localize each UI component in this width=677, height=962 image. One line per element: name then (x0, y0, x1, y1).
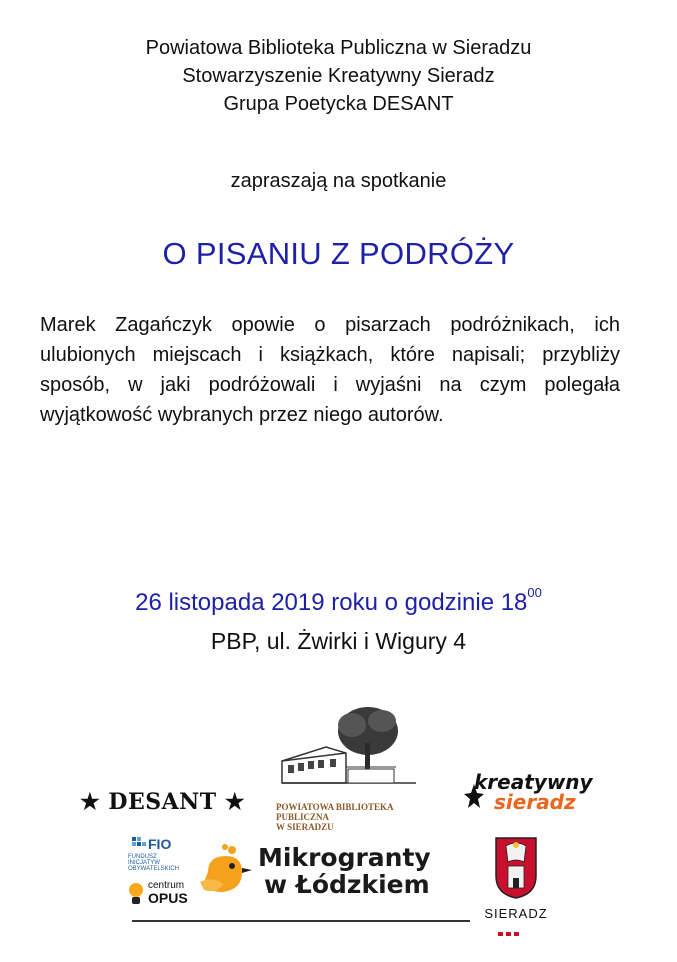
sieradz-coat-of-arms-logo (480, 836, 552, 946)
bottom-divider (132, 920, 470, 922)
opus-bulb-icon (128, 882, 144, 906)
mikrogranty-logo (198, 840, 448, 900)
organizer-library: Powiatowa Biblioteka Publiczna w Sieradzu (145, 37, 532, 59)
time-minutes: 00 (527, 585, 542, 600)
invite-text: zapraszają na spotkanie (230, 170, 447, 192)
library-logo-line2: W SIERADZU (276, 822, 334, 832)
opus-line2: OPUS (148, 890, 188, 906)
opus-logo (128, 880, 188, 908)
organizer-association: Stowarzyszenie Kreatywny Sieradz (182, 65, 495, 87)
event-title: O PISANIU Z PODRÓŻY (162, 236, 515, 271)
date-text: 26 listopada 2019 roku o godzinie 18 (135, 589, 528, 616)
event-place: PBP, ul. Żwirki i Wigury 4 (210, 628, 467, 654)
kreatywny-word: kreatywny (474, 770, 593, 794)
sieradz-label: SIERADZ (484, 906, 548, 921)
sieradz-word: sieradz (494, 790, 576, 814)
event-date (0, 585, 677, 617)
fio-logo (128, 836, 188, 876)
library-building-icon (276, 703, 424, 793)
event-description: Marek Zagańczyk opowie o pisarzach podróżnikach, ich ulubionych miejscach i książkach, które napisali; przybliży sposób, w jaki podróżowali i wyjaśni na czym polegała wyjątkowość wybranych przez niego autorów. (40, 314, 620, 426)
desant-logo: ★ DESANT ★ (80, 789, 246, 815)
sieradz-dots (498, 932, 519, 936)
organizers-block (0, 34, 677, 118)
kreatywny-sieradz-logo (462, 770, 612, 822)
fio-subtitle: FUNDUSZ INICJATYW OBYWATELSKICH (128, 854, 180, 872)
library-logo (276, 703, 424, 832)
fio-squares-icon (132, 837, 146, 851)
bird-icon (198, 842, 254, 898)
organizer-poetry-group: Grupa Poetycka DESANT (223, 93, 454, 115)
library-logo-line1: POWIATOWA BIBLIOTEKA PUBLICZNA (276, 802, 393, 822)
opus-line1: centrum (148, 880, 185, 891)
mikrogranty-line1: Mikrogranty (258, 843, 431, 872)
fio-title: FIO (148, 836, 172, 852)
coat-of-arms-icon (494, 836, 538, 900)
mikrogranty-line2: w Łódzkiem (264, 870, 430, 899)
